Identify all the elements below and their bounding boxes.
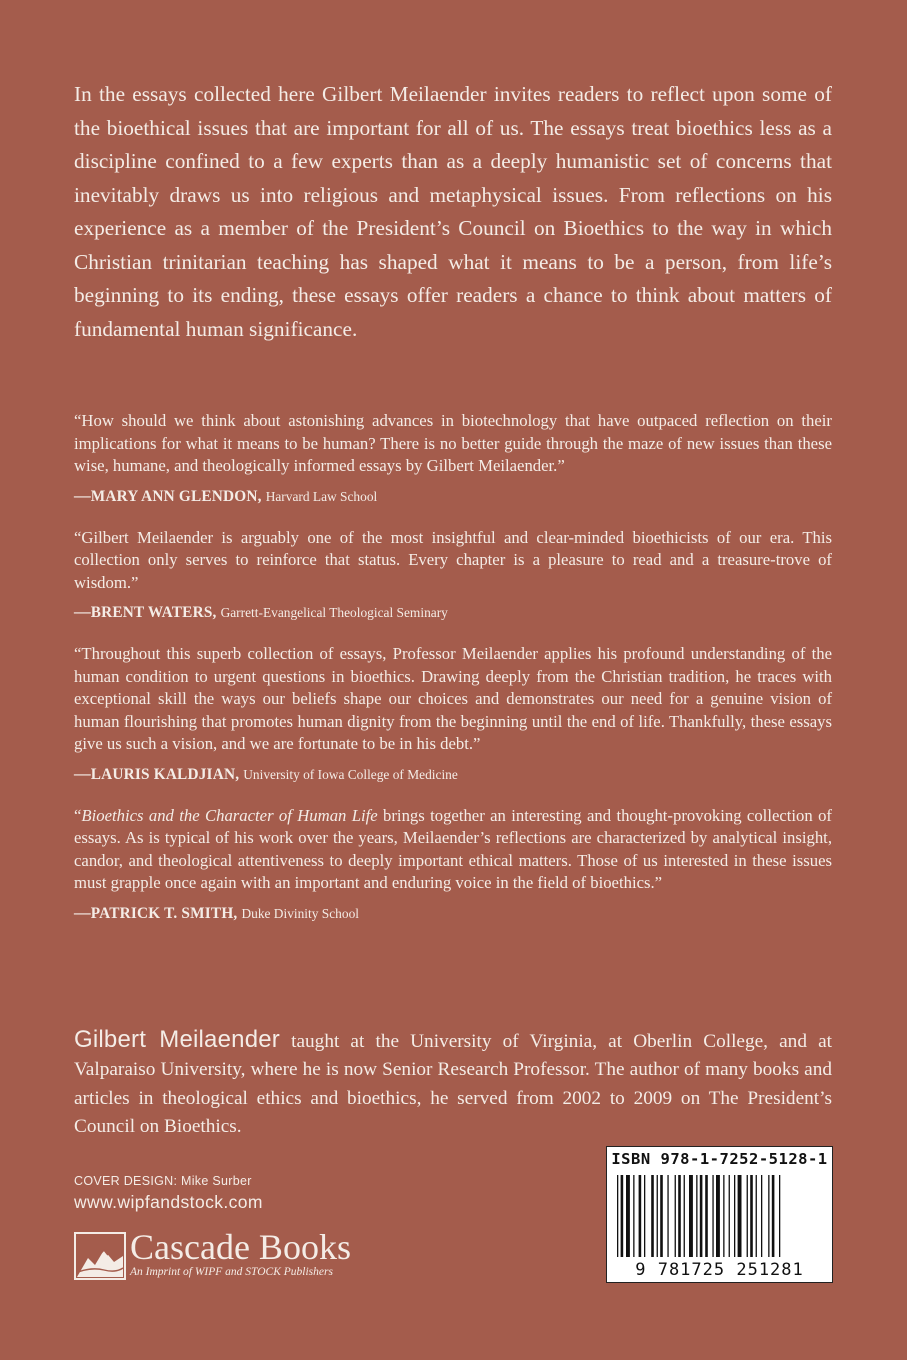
barcode-bar <box>779 1175 780 1257</box>
barcode-bar <box>729 1175 730 1257</box>
barcode-bar <box>621 1175 624 1257</box>
endorsement-attribution <box>74 601 832 624</box>
barcode-bar <box>689 1175 693 1257</box>
open-quote: “ <box>74 644 82 663</box>
quote-body: Gilbert Meilaender is arguably one of the most insightful and clear-minded bioethicists of our era. This collection only serves to reinforce that status. Every chapter is a pleasure to read and a treasure-trove of wisdom.” <box>74 527 832 592</box>
barcode-bar <box>684 1175 685 1257</box>
endorsement-text <box>74 643 832 756</box>
cover-design-credit: COVER DESIGN: Mike Surber <box>74 1174 252 1188</box>
isbn-label: ISBN 978-1-7252-5128-1 <box>611 1150 828 1168</box>
endorsement <box>74 527 832 625</box>
attribution-dash: — <box>74 602 91 621</box>
mountain-logo-icon <box>74 1232 126 1280</box>
barcode-bar <box>761 1175 762 1257</box>
barcode-bar <box>639 1175 642 1257</box>
endorsement <box>74 410 832 508</box>
barcode-bar <box>657 1175 658 1257</box>
endorser-affiliation: Harvard Law School <box>265 488 378 504</box>
barcode-bars <box>615 1175 824 1257</box>
barcode-bar <box>617 1175 618 1257</box>
open-quote: “ <box>74 805 82 825</box>
attribution-dash: — <box>74 902 91 922</box>
author-name: Gilbert Meilaender <box>74 1026 280 1053</box>
endorsement-attribution <box>74 485 832 508</box>
endorsements <box>74 410 832 944</box>
endorser-name: LAURIS KALDJIAN, <box>90 765 240 783</box>
attribution-dash: — <box>74 763 91 783</box>
endorsement-text <box>74 410 832 478</box>
publisher-tagline: An Imprint of WIPF and STOCK Publishers <box>130 1266 333 1278</box>
endorser-name: BRENT WATERS, <box>90 604 217 621</box>
isbn-barcode <box>606 1146 833 1283</box>
barcode-bar <box>667 1175 668 1257</box>
barcode-bar <box>768 1175 769 1257</box>
author-bio-text: taught at the University of Virginia, at Oberlin College, and at Valparaiso University, where he is now Senior Research Professor. The author of many books and articles in theological ethics and bioethics, he served from 2002 to 2009 on The President’s Council on Bioethics. <box>74 1031 832 1137</box>
barcode-bar <box>750 1175 753 1257</box>
barcode-bar <box>705 1175 708 1257</box>
barcode-bar <box>696 1175 697 1257</box>
quote-body: Throughout this superb collection of essays, Professor Meilaender applies his profound understanding of the human condition to urgent questions in bioethics. Drawing deeply from the Christian tradition, he traces with exceptional skill the ways our beliefs shape our choices and demonstrates our need for a genuine vision of human flourishing that promotes human dignity from the beginning until the end of life. Thankfully, these essays give us such a vision, and we are fortunate to be in his debt.” <box>74 644 832 753</box>
barcode-bar <box>772 1175 775 1257</box>
endorsement-attribution <box>74 763 832 786</box>
barcode-bar <box>660 1175 663 1257</box>
author-bio <box>74 1026 832 1141</box>
endorser-affiliation: University of Iowa College of Medicine <box>243 766 458 782</box>
endorsement-text <box>74 527 832 595</box>
barcode-bar <box>633 1175 634 1257</box>
barcode-bar <box>712 1175 713 1257</box>
endorsement <box>74 643 832 786</box>
open-quote: “ <box>74 411 82 430</box>
barcode-bar <box>700 1175 703 1257</box>
publisher-website[interactable]: www.wipfandstock.com <box>74 1192 263 1212</box>
attribution-dash: — <box>74 485 91 505</box>
endorser-affiliation: Garrett-Evangelical Theological Seminary <box>220 605 448 620</box>
endorser-name: PATRICK T. SMITH, <box>90 904 238 922</box>
barcode-bar <box>734 1175 735 1257</box>
endorsement-attribution <box>74 902 832 925</box>
endorser-name: MARY ANN GLENDON, <box>90 487 262 505</box>
barcode-bar <box>644 1175 645 1257</box>
barcode-bar <box>678 1175 681 1257</box>
barcode-bar <box>738 1175 742 1257</box>
barcode-bar <box>723 1175 724 1257</box>
endorsement <box>74 805 832 925</box>
barcode-digits: 9 781725 251281 <box>635 1260 804 1280</box>
book-title: Bioethics and the Character of Human Life <box>81 805 378 825</box>
endorsement-text <box>74 805 832 895</box>
open-quote: “ <box>74 527 82 547</box>
book-description: In the essays collected here Gilbert Meilaender invites readers to reflect upon some of the bioethical issues that are important for all of us. The essays treat bioethics less as a discipline confined to a few experts than as a deeply humanistic set of concerns that inevitably draws us into religious and metaphysical issues. From reflections on his experience as a member of the President’s Council on Bioethics to the way in which Christian trinitarian teaching has shaped what it means to be a person, from life’s beginning to its ending, these essays offer readers a chance to think about matters of fundamental human significance. <box>74 82 832 341</box>
barcode-bar <box>747 1175 748 1257</box>
barcode-bar <box>716 1175 720 1257</box>
publisher-name: Cascade Books <box>130 1227 351 1267</box>
endorser-affiliation: Duke Divinity School <box>241 905 359 921</box>
barcode-bar <box>626 1175 630 1257</box>
barcode-bar <box>756 1175 757 1257</box>
quote-body: How should we think about astonishing advances in biotechnology that have outpaced reflection on their implications for what it means to be human? There is no better guide through the maze of new issues than these wise, humane, and theologically informed essays by Gilbert Meilaender.” <box>74 411 832 475</box>
barcode-bar <box>675 1175 676 1257</box>
quote-body: brings together an interesting and thought-provoking collection of essays. As is typical of his work over the years, Meilaender’s reflections are characterized by analytical insight, candor, and theological attentiveness to deeply important ethical matters. Those of us interested in these issues must grapple once again with an important and enduring voice in the field of bioethics.” <box>74 805 832 892</box>
barcode-bar <box>651 1175 654 1257</box>
publisher-logo <box>74 1226 404 1286</box>
